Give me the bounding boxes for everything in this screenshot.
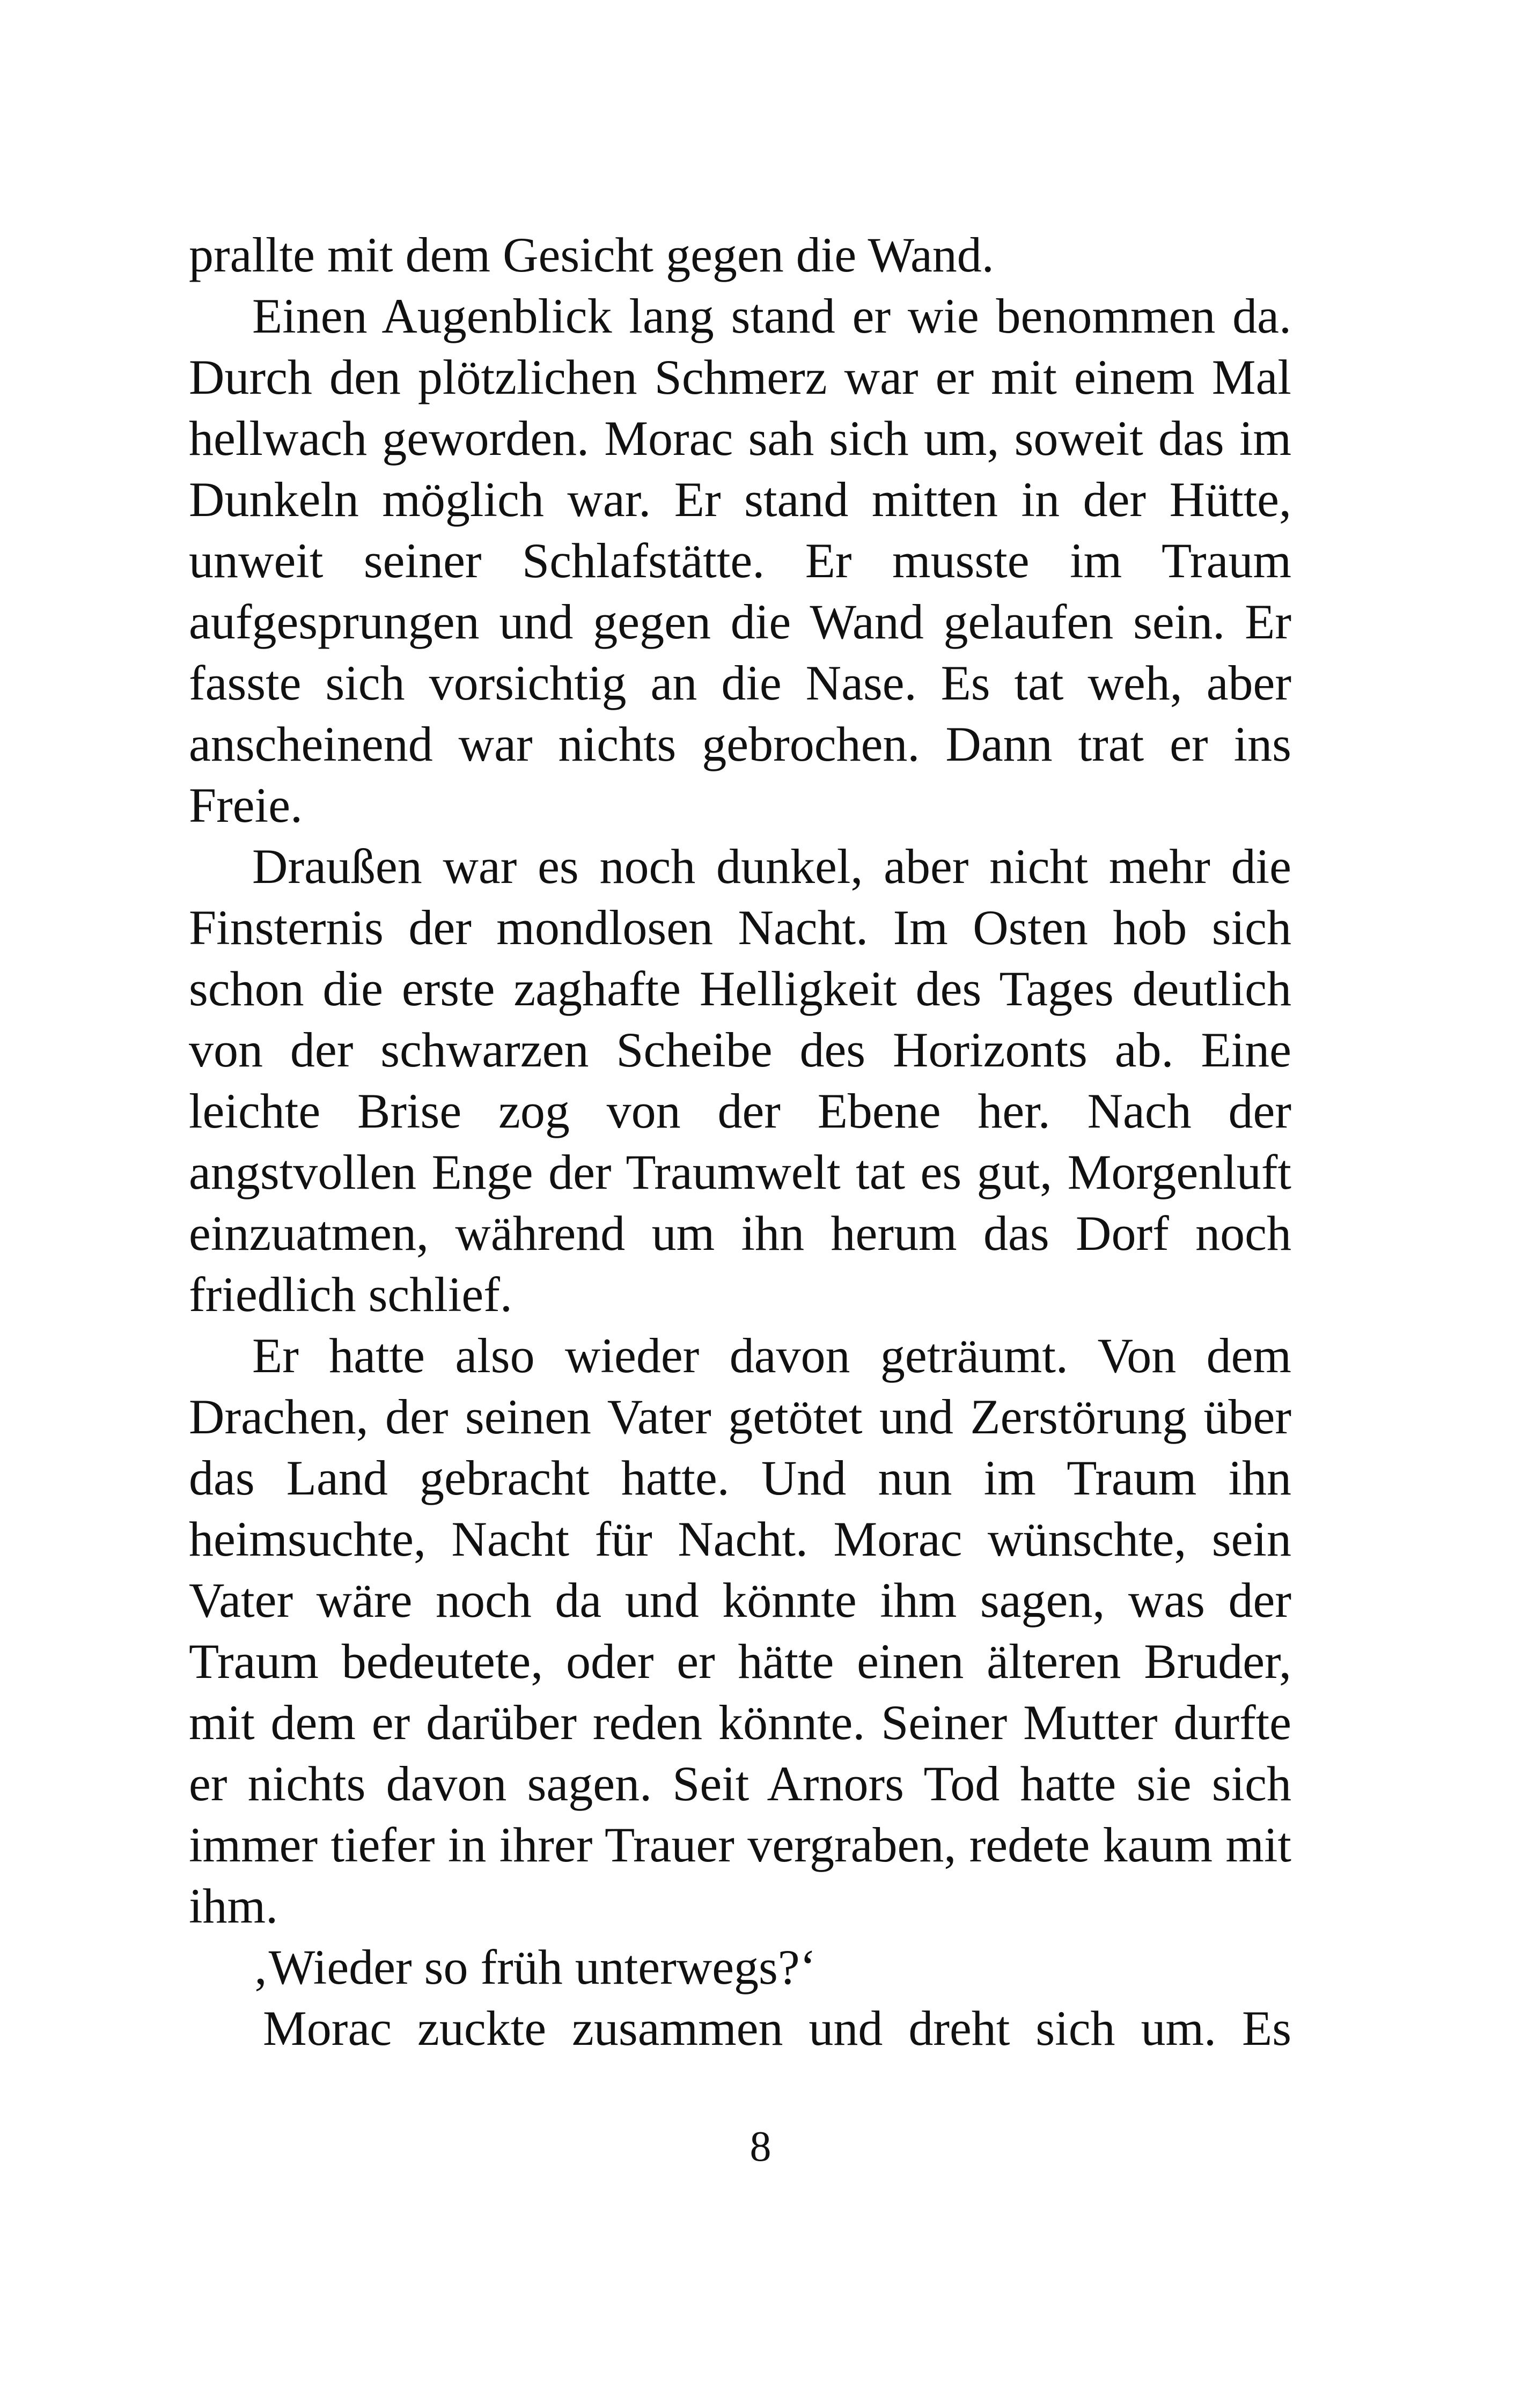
paragraph-continuation: prallte mit dem Gesicht gegen die Wand. bbox=[189, 227, 994, 282]
page-number: 8 bbox=[750, 2123, 771, 2170]
body-text bbox=[189, 224, 1291, 2059]
paragraph: Morac zuckte zusammen und dreht sich um. Es bbox=[263, 2001, 1291, 2056]
paragraph: Einen Augenblick lang stand er wie benommen da. Durch den plötzlichen Schmerz war er mit einem Mal hellwach geworden. Morac sah sich um, soweit das im Dunkeln möglich war. Er stand mitten in der Hütte, unweit seiner Schlafstätte. Er musste im Traum aufgesprungen und gegen die Wand gelaufen sein. Er fasste sich vorsichtig an die Nase. Es tat weh, aber anscheinend war nichts gebrochen. Dann trat er ins Freie. bbox=[189, 289, 1291, 833]
paragraph: Draußen war es noch dunkel, aber nicht mehr die Finsternis der mondlosen Nacht. Im Osten hob sich schon die erste zaghafte Helligkeit des Tages deutlich von der schwarzen Scheibe des Horizonts ab. Eine leichte Brise zog von der Ebene her. Nach der angstvollen Enge der Traumwelt tat es gut, Morgenluft einzuatmen, während um ihn herum das Dorf noch friedlich schlief. bbox=[189, 839, 1291, 1322]
paragraph: Er hatte also wieder davon geträumt. Von dem Drachen, der seinen Vater getötet und Zerstörung über das Land gebracht hatte. Und nun im Traum ihn heimsuchte, Nacht für Nacht. Morac wünschte, sein Vater wäre noch da und könnte ihm sagen, was der Traum bedeutete, oder er hätte einen älteren Bruder, mit dem er darüber reden könnte. Seiner Mutter durfte er nichts davon sagen. Seit Arnors Tod hatte sie sich immer tiefer in ihrer Trauer vergraben, redete kaum mit ihm. bbox=[189, 1328, 1291, 1933]
dialogue-line: ‚Wieder so früh unterwegs?‘ bbox=[252, 1940, 817, 1994]
